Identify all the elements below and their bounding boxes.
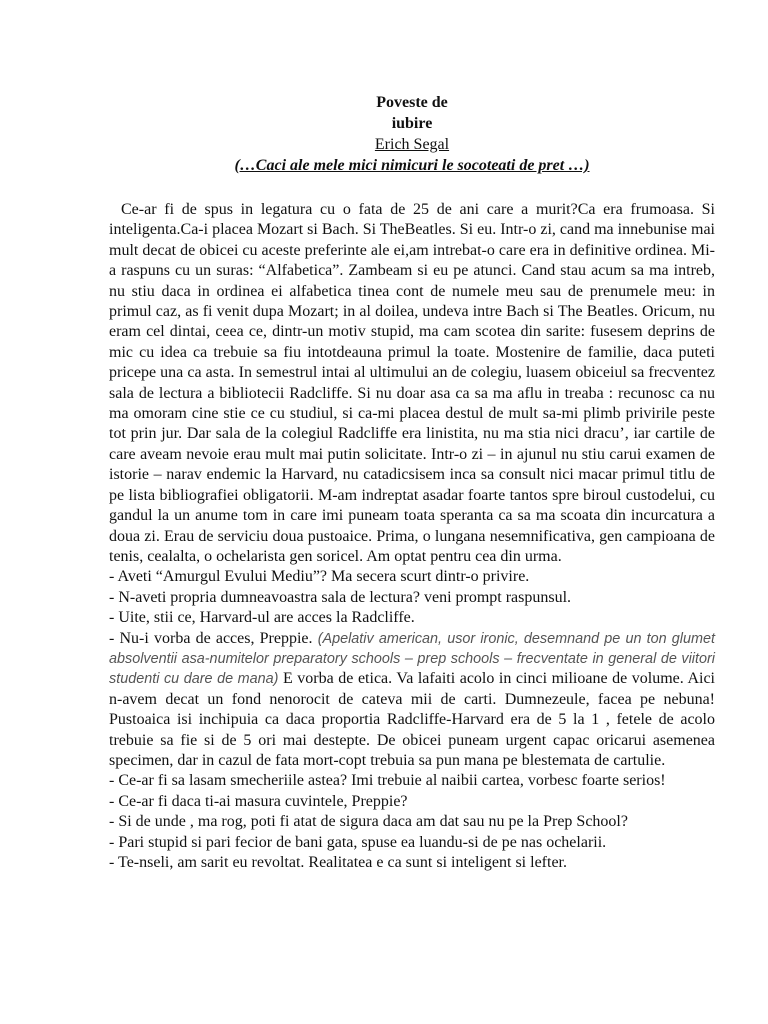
title-line-2: iubire [391,115,433,132]
dialogue-line: - Pari stupid si pari fecior de bani gata, spuse ea luandu-si de pe nas ochelarii. [109,833,607,851]
story-text [109,200,715,873]
author-name: Erich Segal [374,136,450,153]
dialogue-start: - Nu-i vorba de acces, Preppie. [109,629,318,647]
opening-paragraph: Ce-ar fi de spus in legatura cu o fata de 25 de ani care a murit?Ca era frumoasa. Si inteligenta.Ca-i placea Mozart si Bach. Si TheBeatles. Si eu. Intr-o zi, cand ma innebunise mai mult decat de obicei cu aceste preferinte ale ei,am intrebat-o care era in definitive ordinea. Mi-a raspuns cu un suras: “Alfabetica”. Zambeam si eu pe atunci. Cand stau acum sa ma intreb, nu stiu daca in ordinea ei alfabetica tinea cont de numele meu sau de prenumele meu: in primul caz, as fi venit dupa Mozart; in al doilea, undeva intre Bach si The Beatles. Oricum, nu eram cel dintai, ceea ce, dintr-un motiv stupid, ma cam scotea din sarite: fusesem deprins de mic cu idea ca trebuie sa fiu intotdeauna primul la toate. Mostenire de familie, daca puteti pricepe una ca asta. In semestrul intai al ultimului an de colegiu, luasem obiceiul sa frecventez sala de lectura a bibliotecii Radcliffe. Si nu doar asa ca sa ma aflu in treaba : recunosc ca nu ma omoram cine stie ce cu studiul, si ca-mi placea destul de mult sa-mi plimb privirile peste tot prin jur. Dar sala de la colegiul Radcliffe era linistita, nu ma stia nici dracu’, iar cartile de care aveam nevoie erau mult mai putin solicitate. Intr-o zi – in ajunul nu stiu carui examen de istorie – narav endemic la Harvard, nu catadicsisem inca sa consult nici macar primul titlu de pe lista bibliografiei obligatorii. M-am indreptat asadar foarte tantos spre biroul custodelui, cu gandul la un anume tom in care imi puneam toata speranta ca sa ma scoata din incurcatura a doua zi. Erau de serviciu doua pustoaice. Prima, o lungana nesemnificativa, gen campioana de tenis, cealalta, o ochelarista gen soricel. Am optat pentru cea din urma. [109,201,715,565]
dialogue-line: - Te-nseli, am sarit eu revoltat. Realitatea e ca sunt si inteligent si lefter. [109,854,567,871]
dialogue-line: - N-aveti propria dumneavoastra sala de lectura? veni prompt raspunsul. [109,588,572,606]
dialogue-line: - Ce-ar fi daca ti-ai masura cuvintele, Preppie? [109,792,408,810]
translator-note: (Apelativ american, usor ironic, desemnand pe un ton glumet absolventii asa-numitelor preparatory schools – prep schools – frecventate in general de viitori studenti cu dare de mana) [109,630,715,688]
title-line-1: Poveste de [376,94,448,111]
document-page [109,92,715,873]
dialogue-line: - Aveti “Amurgul Evului Mediu”? Ma secera scurt dintr-o privire. [109,568,530,586]
document-header [109,92,715,176]
motto: (…Caci ale mele mici nimicuri le socoteati de pret …) [234,157,590,174]
dialogue-line-with-note [109,629,715,772]
dialogue-line: - Uite, stii ce, Harvard-ul are acces la Radcliffe. [109,609,415,627]
dialogue-line: - Ce-ar fi sa lasam smecheriile astea? Imi trebuie al naibii cartea, vorbesc foarte serios! [109,772,666,790]
dialogue-end: E vorba de etica. Va lafaiti acolo in cinci milioane de volume. Aici n-avem decat un fond nenorocit de cateva mii de carti. Dumnezeule, facea pe nebuna! Pustoaica isi inchipuia ca daca proportia Radcliffe-Harvard era de 5 la 1 , fetele de acolo trebuie sa fie si de 5 ori mai destepte. De obicei puneam urgent capac oricarui asemenea specimen, dar in cazul de fata mort-copt trebuia sa pun mana pe blestemata de cartulie. [109,670,715,769]
dialogue-line: - Si de unde , ma rog, poti fi atat de sigura daca am dat sau nu pe la Prep School? [109,813,628,831]
